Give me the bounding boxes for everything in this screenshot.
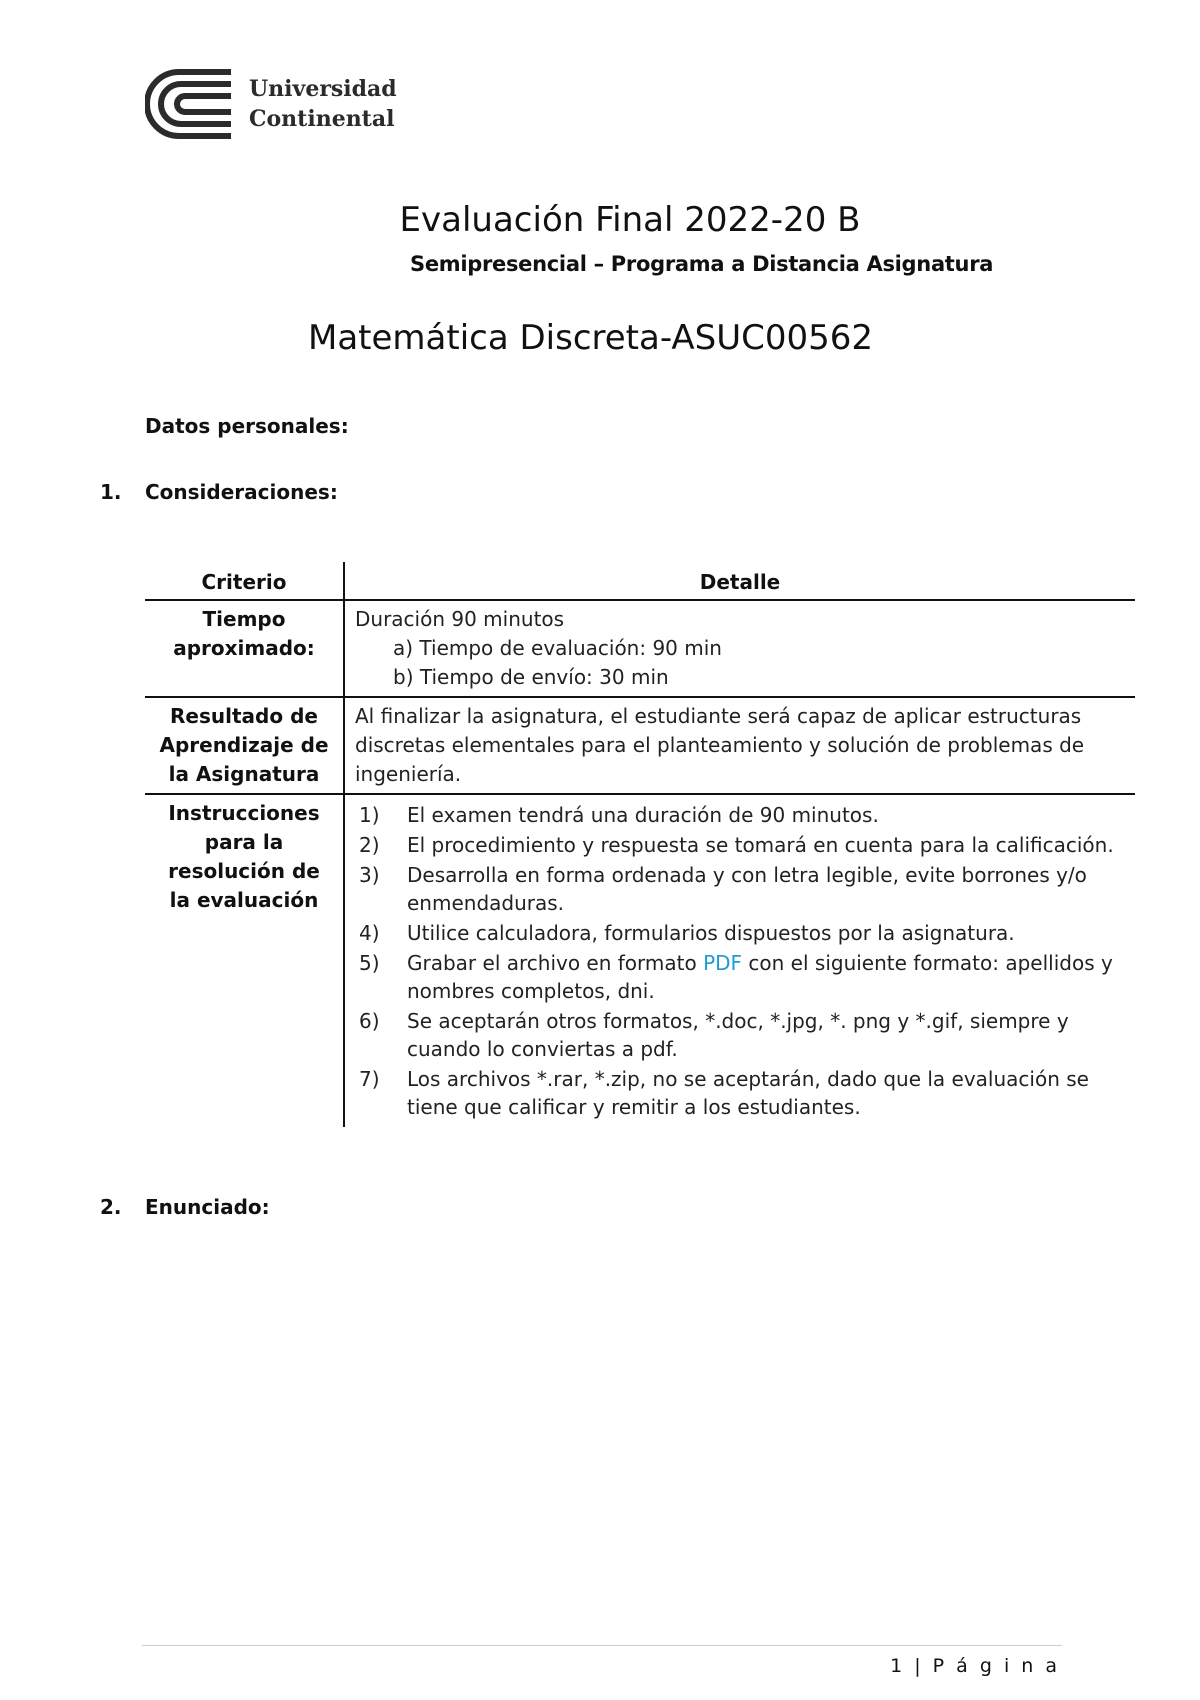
logo-emblem-icon — [145, 68, 235, 140]
criterion-instructions: Instrucciones para la resolución de la evaluación — [145, 794, 344, 1127]
list-item: 6) Se aceptarán otros formatos, *.doc, *.jpg, *. png y *.gif, siempre y cuando lo conviertas a pdf. — [359, 1009, 1069, 1061]
list-item: 4) Utilice calculadora, formularios dispuestos por la asignatura. — [359, 921, 1015, 945]
section-1-number: 1. — [100, 480, 122, 504]
detail-instructions — [344, 794, 1135, 1127]
criterion-result: Resultado de Aprendizaje de la Asignatura — [145, 697, 344, 794]
list-item: 1) El examen tendrá una duración de 90 minutos. — [359, 803, 879, 827]
pdf-link[interactable]: PDF — [703, 951, 743, 975]
section-1-label: Consideraciones: — [145, 480, 338, 504]
header-detail: Detalle — [344, 562, 1135, 600]
section-2-number: 2. — [100, 1195, 122, 1219]
exam-title: Evaluación Final 2022-20 B — [399, 200, 861, 240]
list-item: 7) Los archivos *.rar, *.zip, no se aceptarán, dado que la evaluación se tiene que calificar y remitir a los estudiantes. — [359, 1067, 1089, 1119]
footer-divider — [142, 1645, 1062, 1646]
exam-subtitle: Semipresencial – Programa a Distancia Asignatura — [410, 252, 994, 276]
instructions-list — [355, 801, 1125, 1121]
detail-time — [344, 600, 1135, 697]
list-item: 2) El procedimiento y respuesta se tomará en cuenta para la calificación. — [359, 833, 1114, 857]
logo-line-1: Universidad — [249, 76, 397, 102]
university-logo — [145, 68, 395, 140]
table-row-instructions — [145, 794, 1135, 1127]
detail-result: Al finalizar la asignatura, el estudiante será capaz de aplicar estructuras discretas elementales para el planteamiento y solución de problemas de ingeniería. — [344, 697, 1135, 794]
table-row-time — [145, 600, 1135, 697]
criteria-table — [145, 562, 1135, 1127]
time-item-a: a) Tiempo de evaluación: 90 min — [393, 636, 722, 660]
criterion-time: Tiempo aproximado: — [145, 600, 344, 697]
list-item: 5) Grabar el archivo en formato PDF con el siguiente formato: apellidos y nombres completos, dni. — [359, 951, 1113, 1003]
time-item-b: b) Tiempo de envío: 30 min — [393, 665, 669, 689]
personal-data-label: Datos personales: — [145, 414, 349, 438]
logo-line-2: Continental — [249, 106, 395, 132]
page-number: 1 | P á g i n a — [890, 1655, 1060, 1677]
time-intro: Duración 90 minutos — [355, 607, 565, 631]
header-criterion: Criterio — [145, 562, 344, 600]
course-title: Matemática Discreta-ASUC00562 — [308, 318, 873, 358]
table-header-row — [145, 562, 1135, 600]
section-2-label: Enunciado: — [145, 1195, 270, 1219]
list-item: 3) Desarrolla en forma ordenada y con letra legible, evite borrones y/o enmendaduras. — [359, 863, 1087, 915]
table-row-result — [145, 697, 1135, 794]
logo-wordmark — [249, 74, 397, 134]
